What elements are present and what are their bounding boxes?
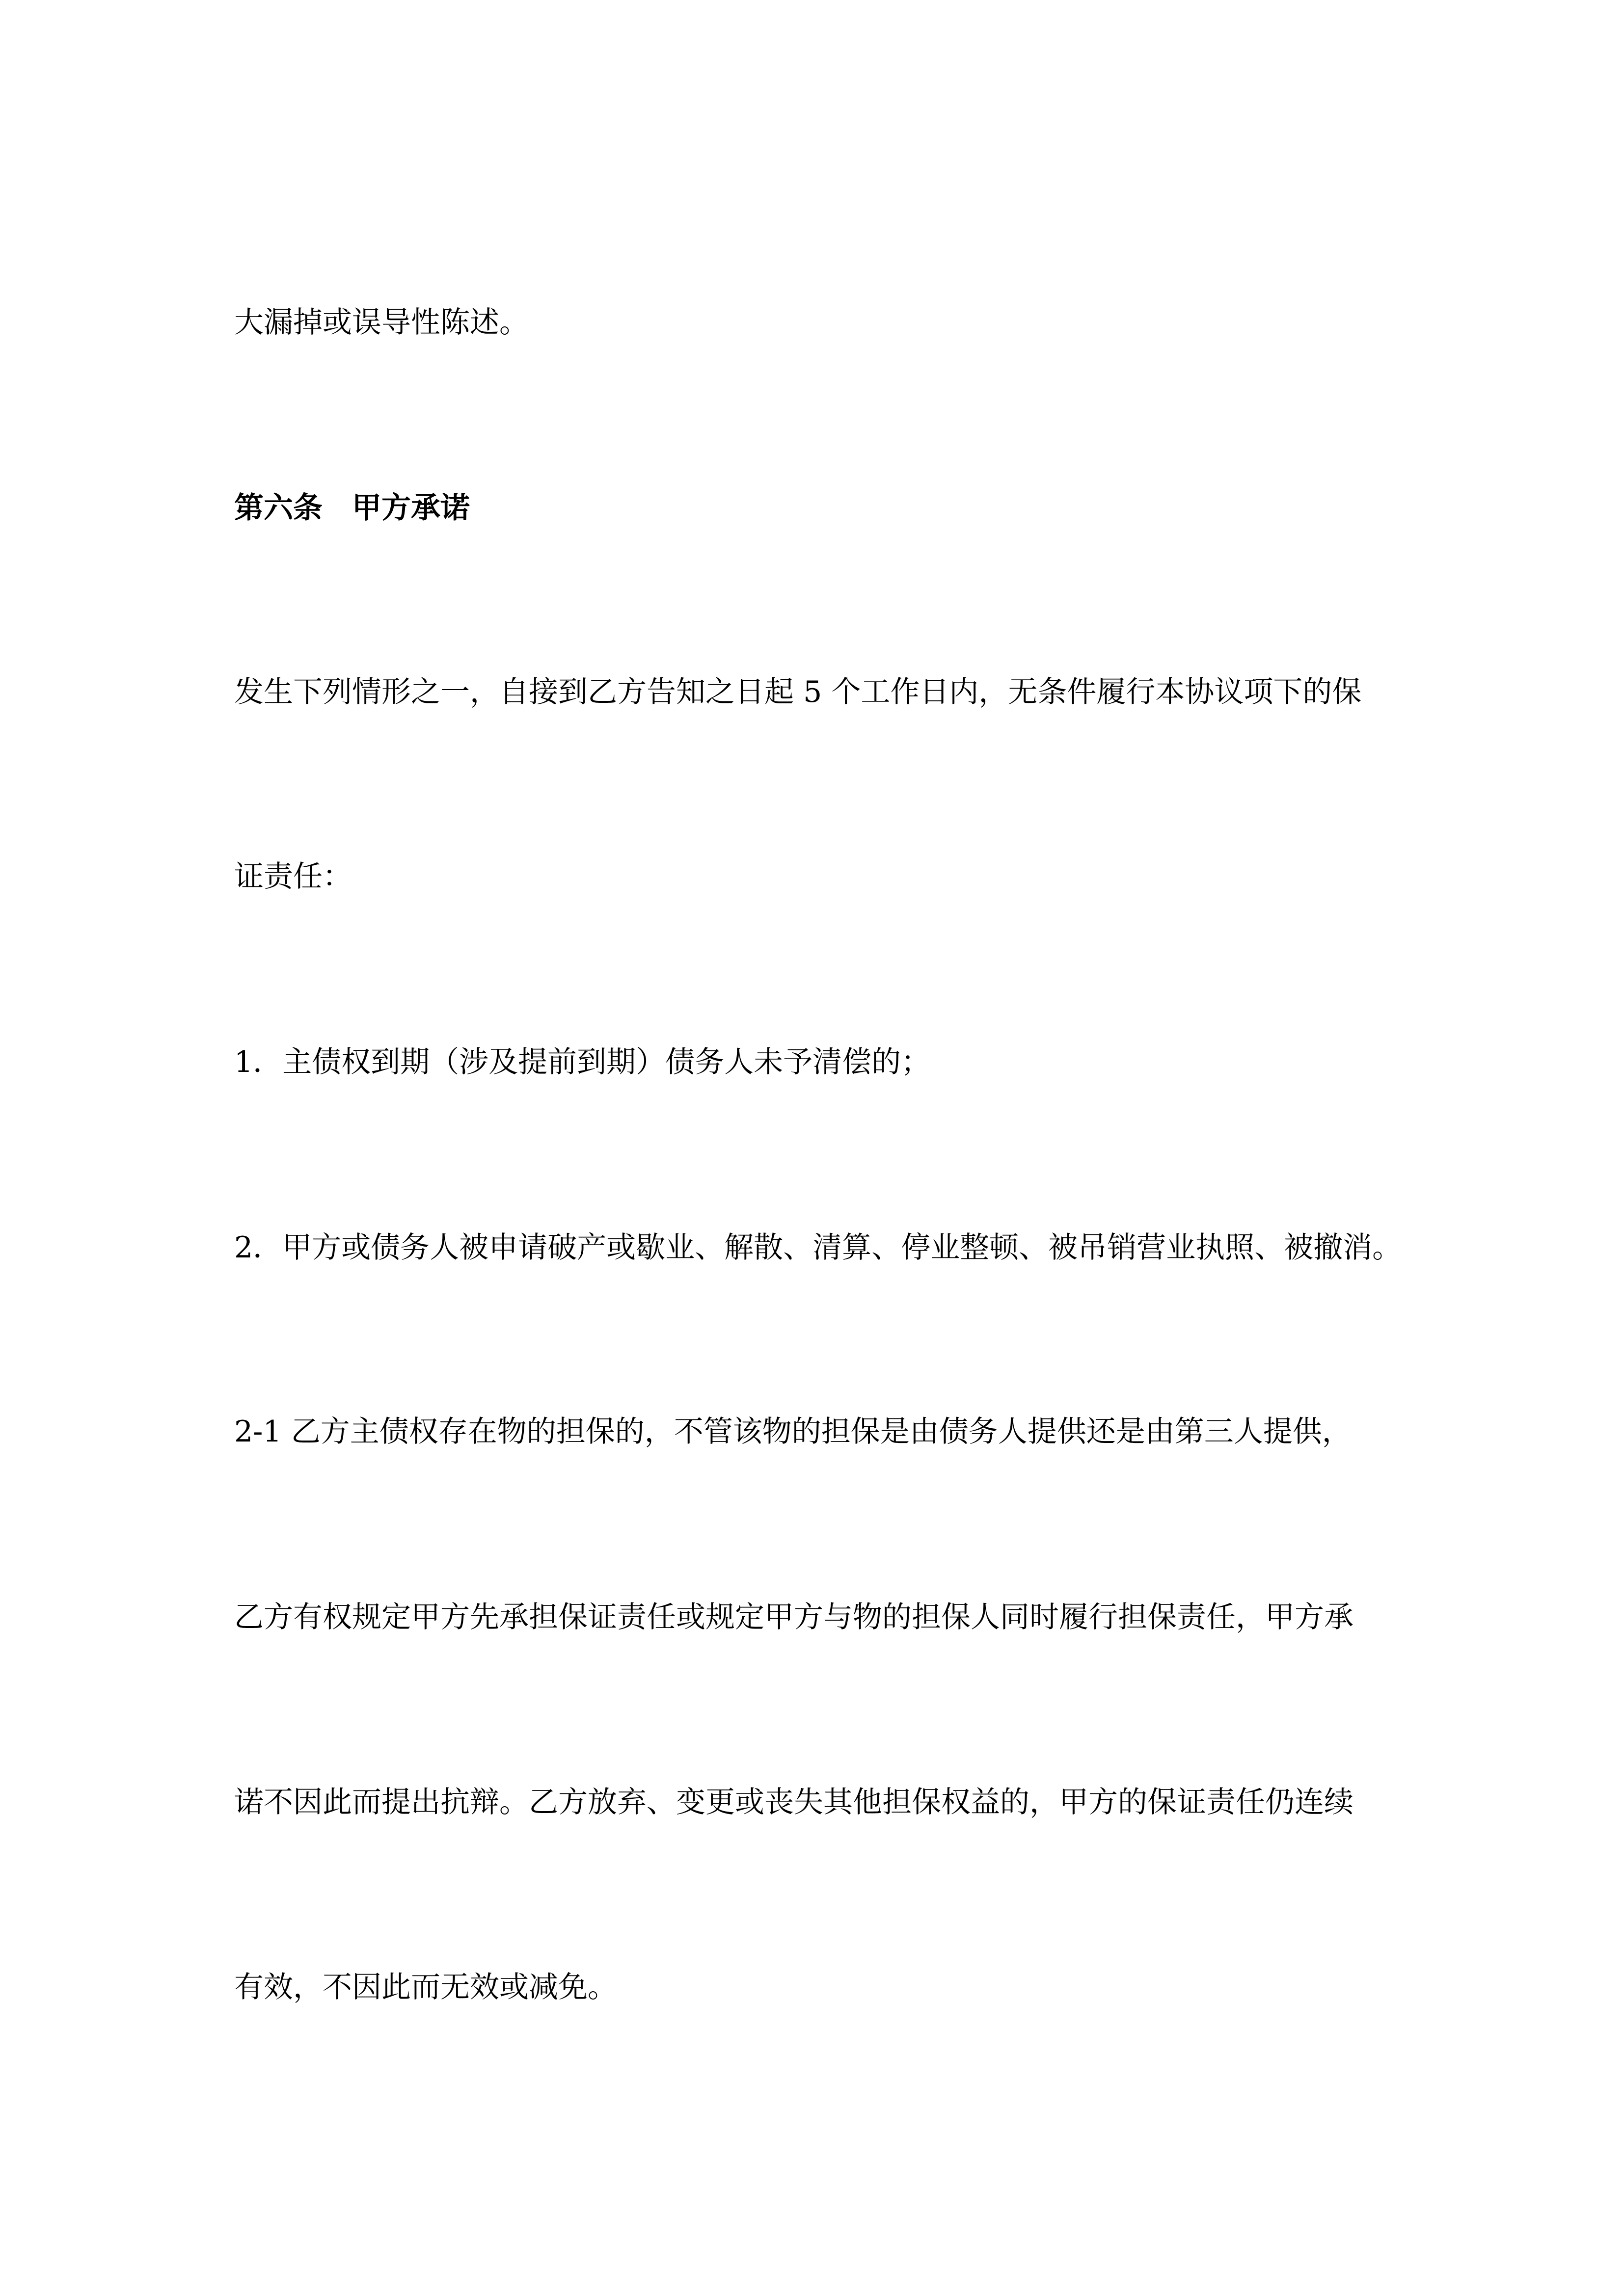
paragraph-line: 乙方有权规定甲方先承担保证责任或规定甲方与物的担保人同时履行担保责任，甲方承: [234, 1600, 1353, 1634]
section-heading: 第六条 甲方承诺: [234, 491, 470, 525]
list-item: 1．主债权到期（涉及提前到期）债务人未予清偿的；: [234, 1045, 931, 1079]
list-item: 2．甲方或债务人被申请破产或歇业、解散、清算、停业整顿、被吊销营业执照、被撤消。: [234, 1230, 1402, 1265]
paragraph-line: 诺不因此而提出抗辩。乙方放弃、变更或丧失其他担保权益的，甲方的保证责任仍连续: [234, 1785, 1353, 1819]
paragraph-line: 证责任：: [234, 859, 352, 894]
paragraph-line: 大漏掉或误导性陈述。: [234, 305, 529, 340]
paragraph-line: 发生下列情形之一，自接到乙方告知之日起 5 个工作日内，无条件履行本协议项下的保: [234, 675, 1362, 709]
paragraph-line: 有效，不因此而无效或减免。: [234, 1970, 617, 2004]
paragraph-line: 2-1 乙方主债权存在物的担保的，不管该物的担保是由债务人提供还是由第三人提供，: [234, 1415, 1352, 1449]
